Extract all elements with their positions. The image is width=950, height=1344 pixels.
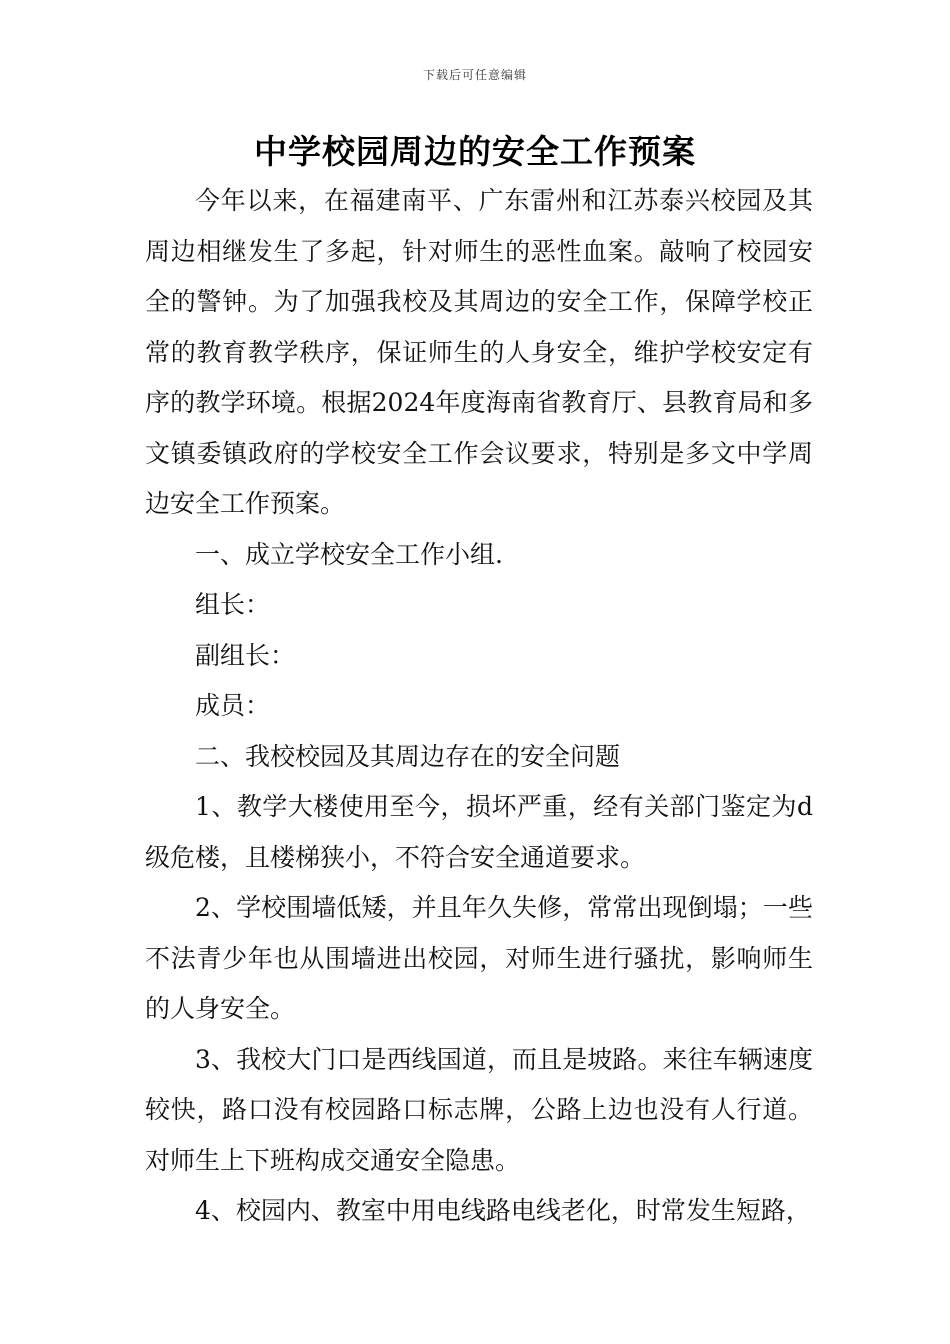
team-leader-line: 组长： bbox=[195, 590, 271, 619]
section-heading-1: 一、成立学校安全工作小组. bbox=[195, 539, 503, 569]
issue-paragraph-4: 4、校园内、教室中用电线路电线老化，时常发生短路， bbox=[195, 1196, 811, 1225]
issue-paragraph-3: 3、我校大门口是西线国道，而且是坡路。来往车辆速度较快，路口没有校园路口标志牌，公路上边也没有人行道。对师生上下班构成交通安全隐患。 bbox=[145, 1044, 813, 1175]
issue-paragraph-1: 1、教学大楼使用至今，损坏严重，经有关部门鉴定为d级危楼，且楼梯狭小，不符合安全通道要求。 bbox=[145, 792, 813, 872]
deputy-leader-line: 副组长： bbox=[195, 640, 296, 670]
members-line: 成员： bbox=[195, 691, 271, 720]
document-title: 中学校园周边的安全工作预案 bbox=[254, 132, 696, 171]
section-heading-2: 二、我校校园及其周边存在的安全问题 bbox=[195, 741, 621, 771]
intro-paragraph: 今年以来，在福建南平、广东雷州和江苏泰兴校园及其周边相继发生了多起，针对师生的恶性血案。敲响了校园安全的警钟。为了加强我校及其周边的安全工作，保障学校正常的教育教学秩序，保证师生的人身安全，维护学校安定有序的教学环境。根据2024年度海南省教育厅、县教育局和多文镇委镇政府的学校安全工作会议要求，特别是多文中学周边安全工作预案。 bbox=[145, 186, 813, 518]
document-body bbox=[145, 176, 813, 1237]
header-watermark: 下载后可任意编辑 bbox=[422, 68, 527, 82]
issue-paragraph-2: 2、学校围墙低矮，并且年久失修，常常出现倒塌；一些不法青少年也从围墙进出校园，对师生进行骚扰，影响师生的人身安全。 bbox=[145, 893, 813, 1023]
